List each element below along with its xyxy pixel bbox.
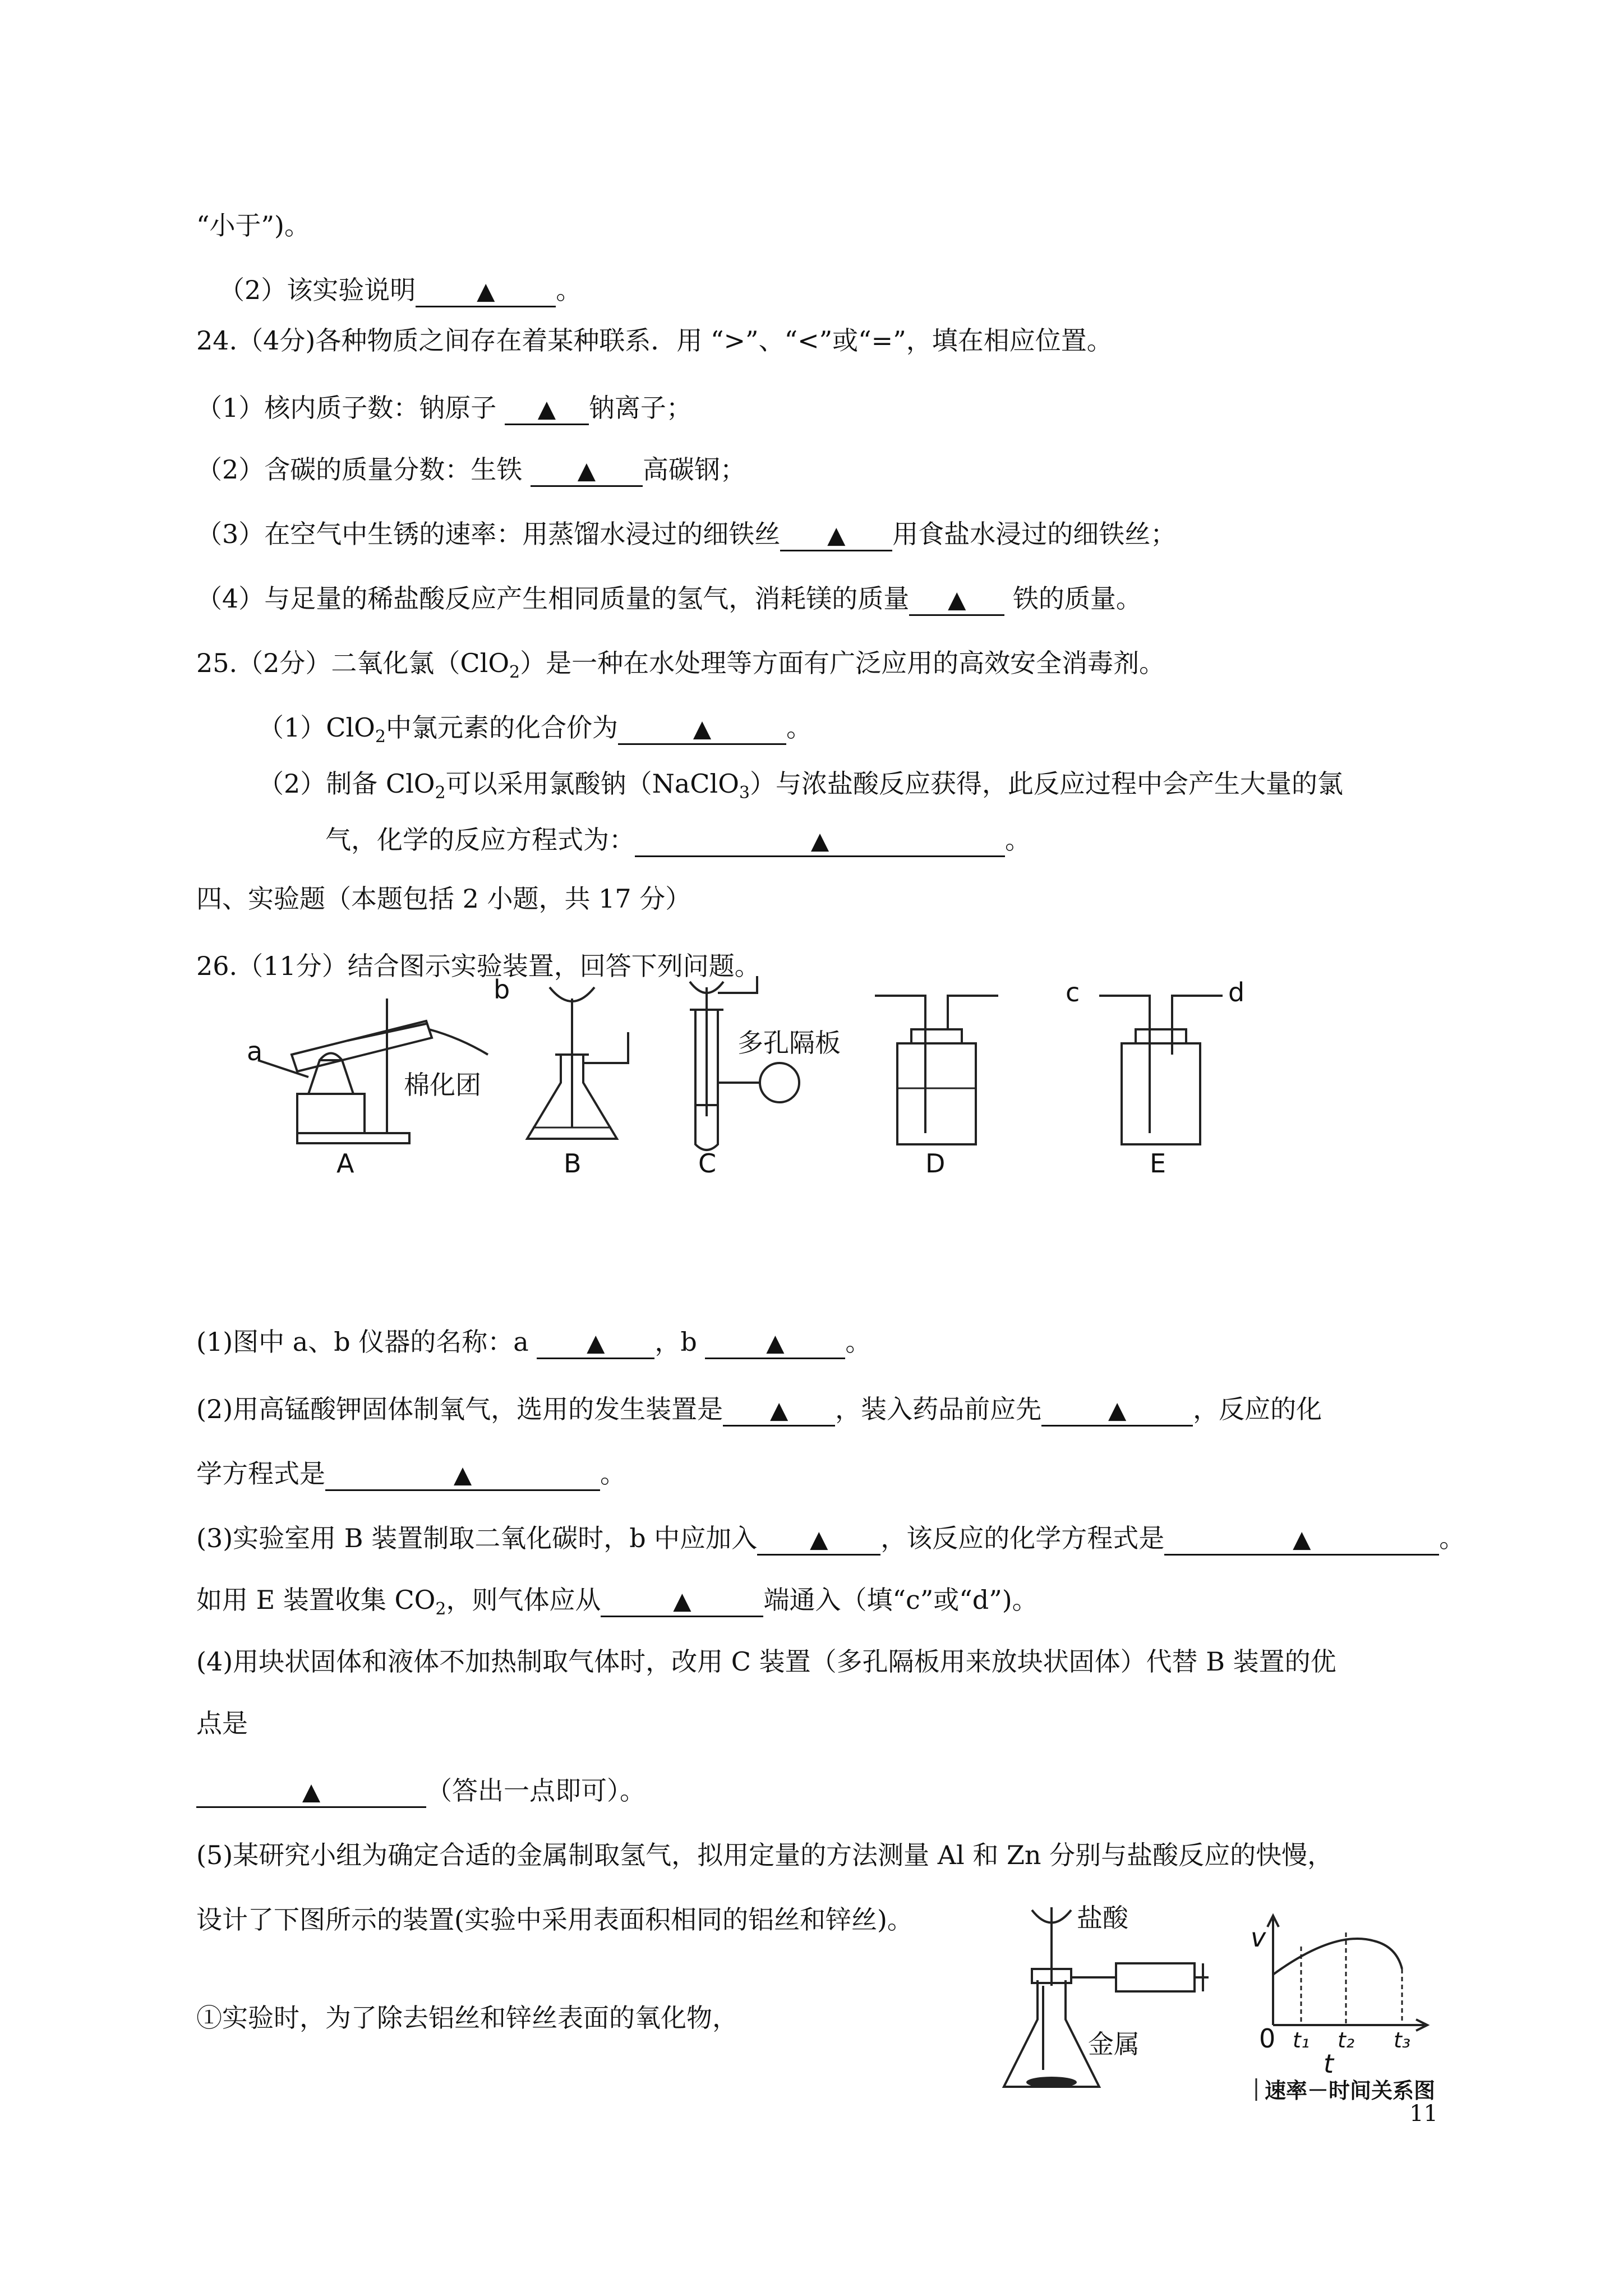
q26-part-3: (3)实验室用 B 装置制取二氧化碳时，b 中应加入 ▲ ，该反应的化学方程式是 ▲ 。 bbox=[196, 1521, 1465, 1556]
axis-t-label: t bbox=[1324, 2049, 1334, 2079]
answer-blank[interactable]: ▲ bbox=[537, 1327, 654, 1359]
q26-part-5-item-1: ①实验时，为了除去铝丝和锌丝表面的氧化物， bbox=[196, 2003, 738, 2033]
axis-v-label: v bbox=[1251, 1922, 1266, 1953]
apparatus-c bbox=[690, 976, 799, 1150]
q25-item-2: （2）制备 ClO$_2$可以采用氯酸钠（NaClO$_3$）与浓盐酸反应获得，此反应过程中会产生大量的氯 bbox=[258, 769, 1343, 803]
q26-part-5-cont: 设计了下图所示的装置(实验中采用表面积相同的铝丝和锌丝)。 bbox=[196, 1904, 913, 1935]
reaction-apparatus-figure bbox=[987, 1902, 1211, 2109]
answer-blank[interactable]: ▲ bbox=[618, 713, 786, 745]
label-b: b bbox=[494, 976, 510, 1005]
label-d: d bbox=[1228, 977, 1245, 1007]
answer-blank[interactable]: ▲ bbox=[196, 1776, 426, 1808]
label-c: c bbox=[1066, 977, 1080, 1007]
label-a: a bbox=[247, 1036, 263, 1066]
rate-time-graph bbox=[1239, 1907, 1464, 2109]
q26-part-5: (5)某研究小组为确定合适的金属制取氢气，拟用定量的方法测量 Al 和 Zn 分别与盐酸反应的快慢， bbox=[196, 1840, 1334, 1870]
label-porous-plate: 多孔隔板 bbox=[737, 1028, 841, 1058]
label-metal: 金属 bbox=[1088, 2029, 1140, 2059]
tick-t2: t₂ bbox=[1338, 2028, 1355, 2053]
graph-caption: 速率－时间关系图 bbox=[1265, 2078, 1436, 2103]
answer-blank[interactable]: ▲ bbox=[505, 393, 589, 425]
q25-item-1: （1）ClO$_2$中氯元素的化合价为 ▲ 。 bbox=[258, 712, 812, 747]
q25-item-2-cont: 气，化学的反应方程式为： ▲ 。 bbox=[325, 823, 1031, 857]
apparatus-e bbox=[1099, 996, 1223, 1144]
label-A: A bbox=[336, 1148, 354, 1178]
answer-blank[interactable]: ▲ bbox=[1164, 1524, 1439, 1556]
q23-continuation: “小于”)。 bbox=[196, 210, 310, 241]
label-D: D bbox=[925, 1148, 946, 1178]
answer-blank[interactable]: ▲ bbox=[635, 825, 1005, 857]
q24-item-4: （4）与足量的稀盐酸反应产生相同质量的氢气，消耗镁的质量 ▲ 铁的质量。 bbox=[196, 582, 1142, 616]
answer-blank[interactable]: ▲ bbox=[325, 1459, 600, 1491]
label-B: B bbox=[564, 1148, 582, 1178]
answer-blank[interactable]: ▲ bbox=[909, 584, 1004, 616]
answer-blank[interactable]: ▲ bbox=[601, 1585, 763, 1617]
q24-item-2: （2）含碳的质量分数：生铁 ▲ 高碳钢； bbox=[196, 453, 746, 487]
label-C: C bbox=[698, 1148, 717, 1178]
section-heading: 四、实验题（本题包括 2 小题，共 17 分） bbox=[196, 884, 691, 914]
answer-blank[interactable]: ▲ bbox=[1041, 1395, 1193, 1427]
axis-origin: 0 bbox=[1259, 2023, 1276, 2054]
q26-part-3-cont: 如用 E 装置收集 $CO_2$，则气体应从 ▲ 端通入（填“c”或“d”)。 bbox=[196, 1585, 1038, 1619]
answer-blank[interactable]: ▲ bbox=[531, 455, 643, 487]
apparatus-d bbox=[875, 996, 998, 1144]
q25-heading: 25.（2分）二氧化氯（ClO$_2$）是一种在水处理等方面有广泛应用的高效安全消毒剂。 bbox=[196, 648, 1165, 683]
q24-heading: 24.（4分)各种物质之间存在着某种联系．用 “>”、“<”或“=”，填在相应位置。 bbox=[196, 325, 1113, 356]
apparatus-b bbox=[527, 987, 628, 1139]
answer-blank[interactable]: ▲ bbox=[757, 1524, 880, 1556]
q26-part-4: (4)用块状固体和液体不加热制取气体时，改用 C 装置（多孔隔板用来放块状固体）代替 B 装置的优 bbox=[196, 1646, 1336, 1677]
answer-blank[interactable]: ▲ bbox=[705, 1327, 845, 1359]
label-E: E bbox=[1150, 1148, 1166, 1178]
q24-item-1: （1）核内质子数：钠原子 ▲ 钠离子； bbox=[196, 391, 692, 425]
q26-part-4-cont: 点是 bbox=[196, 1708, 248, 1738]
tick-t1: t₁ bbox=[1293, 2028, 1310, 2053]
apparatus-figure bbox=[236, 976, 1256, 1178]
answer-blank[interactable]: ▲ bbox=[416, 275, 556, 307]
q26-part-2: (2)用高锰酸钾固体制氧气，选用的发生装置是 ▲ ，装入药品前应先 ▲ ，反应的化 bbox=[196, 1392, 1322, 1427]
q26-part-1: (1)图中 a、b 仪器的名称：a ▲ ，b ▲ 。 bbox=[196, 1325, 871, 1359]
q24-item-3: （3）在空气中生锈的速率：用蒸馏水浸过的细铁丝 ▲ 用食盐水浸过的细铁丝； bbox=[196, 517, 1176, 551]
q26-heading: 26.（11分）结合图示实验装置，回答下列问题。 bbox=[196, 951, 760, 981]
answer-blank[interactable]: ▲ bbox=[723, 1395, 835, 1427]
page-number: 11 bbox=[1409, 2101, 1438, 2127]
tick-t3: t₃ bbox=[1394, 2028, 1411, 2053]
label-acid: 盐酸 bbox=[1077, 1903, 1128, 1933]
q26-part-2-cont: 学方程式是 ▲ 。 bbox=[196, 1457, 626, 1491]
q26-part-4-answer: ▲ （答出一点即可）。 bbox=[196, 1774, 645, 1808]
q23-item-2: （2）该实验说明 ▲ 。 bbox=[219, 273, 582, 307]
label-cotton: 棉化团 bbox=[404, 1070, 481, 1100]
answer-blank[interactable]: ▲ bbox=[780, 519, 892, 551]
